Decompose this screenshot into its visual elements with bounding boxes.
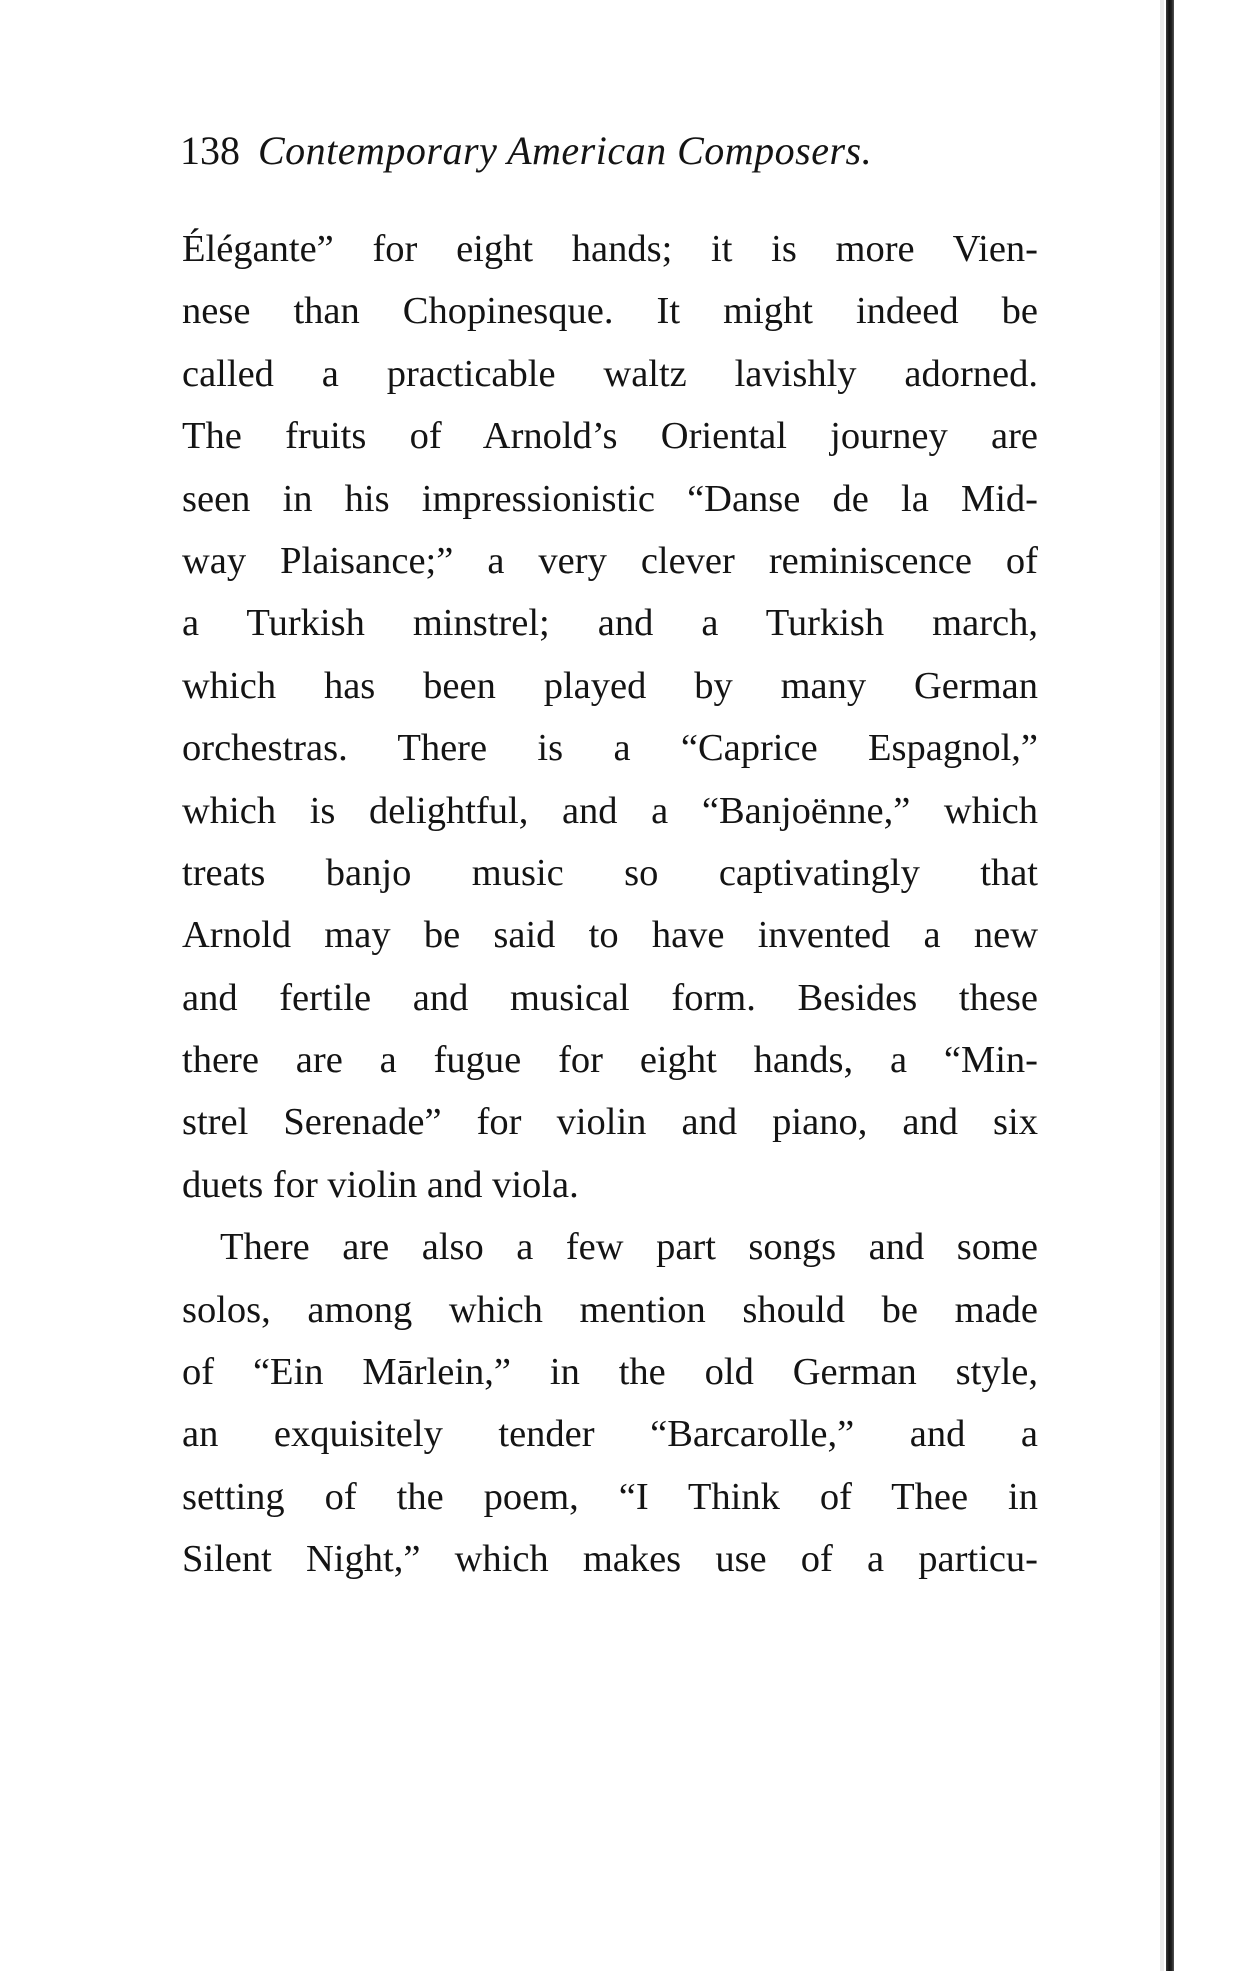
gutter-shadow: [1160, 0, 1164, 1971]
paragraph-start-line: There are also a few part songs and some: [220, 1226, 1038, 1269]
text-line: Élégante” for eight hands; it is more Vien-: [182, 228, 1038, 270]
text-line: orchestras. There is a “Caprice Espagnol,”: [182, 727, 1038, 770]
text-line: way Plaisance;” a very clever reminiscence of: [182, 539, 1038, 582]
text-line: a Turkish minstrel; and a Turkish march,: [182, 602, 1038, 645]
text-line: duets for violin and viola.: [182, 1163, 579, 1206]
text-line: an exquisitely tender “Barcarolle,” and a: [182, 1413, 1038, 1456]
text-line: there are a fugue for eight hands, a “Min-: [182, 1039, 1038, 1082]
binding-edge: [1166, 0, 1174, 1971]
text-line: and fertile and musical form. Besides these: [182, 976, 1038, 1019]
page-number: 138: [180, 128, 240, 173]
text-line: strel Serenade” for violin and piano, and six: [182, 1101, 1038, 1144]
text-line: of “Ein Mārlein,” in the old German style,: [182, 1351, 1038, 1394]
text-line: nese than Chopinesque. It might indeed be: [182, 290, 1038, 333]
text-line: solos, among which mention should be made: [182, 1288, 1038, 1331]
text-line: seen in his impressionistic “Danse de la Mid-: [182, 477, 1038, 520]
text-line: which has been played by many German: [182, 664, 1038, 707]
text-line: The fruits of Arnold’s Oriental journey are: [182, 415, 1038, 458]
running-head: [180, 126, 872, 176]
text-line: which is delightful, and a “Banjoënne,” which: [182, 789, 1038, 832]
text-line: Arnold may be said to have invented a new: [182, 914, 1038, 957]
text-line: treats banjo music so captivatingly that: [182, 851, 1038, 894]
text-line: Silent Night,” which makes use of a particu-: [182, 1538, 1038, 1581]
text-line: called a practicable waltz lavishly adorned.: [182, 352, 1038, 395]
text-line: setting of the poem, “I Think of Thee in: [182, 1475, 1038, 1518]
running-title: Contemporary American Composers.: [258, 128, 873, 173]
body-text: [182, 218, 1038, 1591]
